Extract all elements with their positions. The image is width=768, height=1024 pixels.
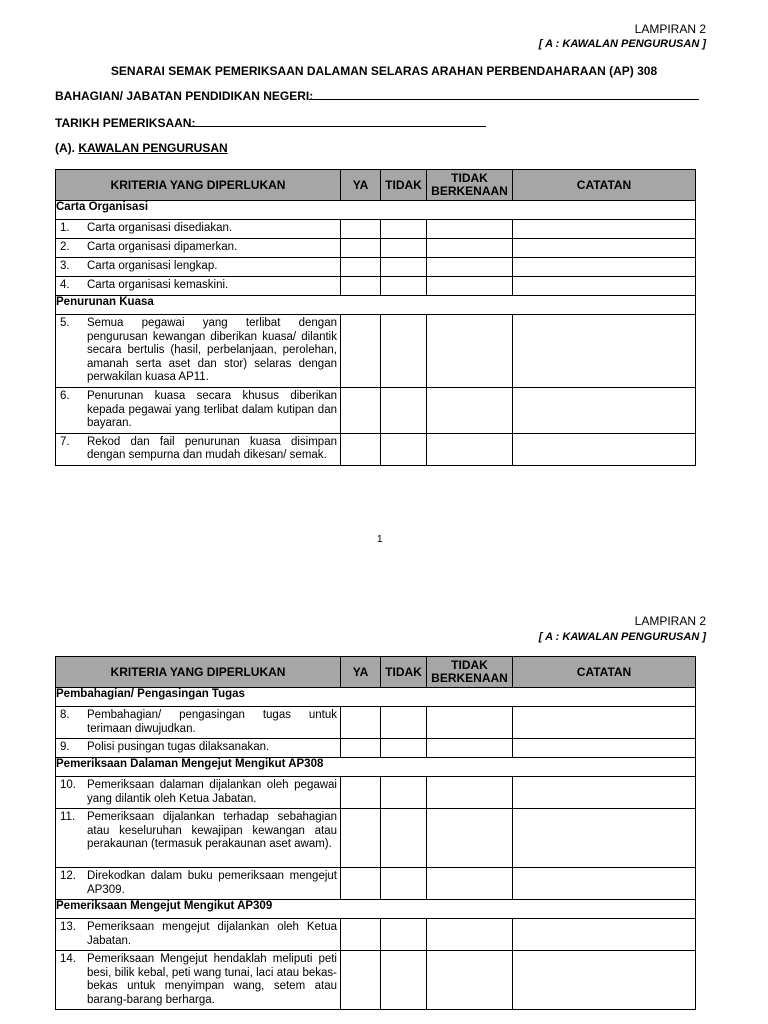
table-row <box>56 951 696 1010</box>
section-row <box>56 201 696 220</box>
item-number: 1. <box>60 222 70 234</box>
tarikh-label: TARIKH PEMERIKSAAN: <box>55 116 196 130</box>
item-number: 5. <box>60 317 70 329</box>
item-text: Pemeriksaan dijalankan terhadap sebahagian atau keseluruhan kewajipan kewangan atau perakaunan (termasuk perakaunan aset awam). <box>87 811 337 850</box>
tidak-berkenaan-cell[interactable] <box>427 258 513 277</box>
catatan-cell[interactable] <box>513 919 696 951</box>
item-number: 9. <box>60 741 70 753</box>
header-tidak: TIDAK <box>381 657 427 688</box>
tidak-cell[interactable] <box>381 739 427 758</box>
table-row <box>56 258 696 277</box>
ya-cell[interactable] <box>341 919 381 951</box>
item-number: 4. <box>60 279 70 291</box>
section-carta-organisasi: Carta Organisasi <box>56 201 696 220</box>
catatan-cell[interactable] <box>513 388 696 434</box>
catatan-cell[interactable] <box>513 258 696 277</box>
tidak-berkenaan-cell[interactable] <box>427 315 513 388</box>
tidak-cell[interactable] <box>381 777 427 809</box>
tidak-berkenaan-cell[interactable] <box>427 809 513 868</box>
item-text: Carta organisasi disediakan. <box>87 222 233 234</box>
tidak-cell[interactable] <box>381 277 427 296</box>
section-prefix: (A). <box>55 141 75 155</box>
table-row <box>56 919 696 951</box>
table-header-row <box>56 657 696 688</box>
item-text: Polisi pusingan tugas dilaksanakan. <box>87 741 270 753</box>
tidak-berkenaan-cell[interactable] <box>427 739 513 758</box>
item-number: 14. <box>60 953 76 965</box>
section-title: KAWALAN PENGURUSAN <box>78 141 228 155</box>
ya-cell[interactable] <box>341 809 381 868</box>
tidak-berkenaan-cell[interactable] <box>427 239 513 258</box>
item-text: Carta organisasi kemaskini. <box>87 279 229 291</box>
ya-cell[interactable] <box>341 277 381 296</box>
table-row <box>56 777 696 809</box>
table-row <box>56 868 696 900</box>
item-text: Direkodkan dalam buku pemeriksaan mengejut AP309. <box>87 870 337 896</box>
tidak-cell[interactable] <box>381 388 427 434</box>
catatan-cell[interactable] <box>513 777 696 809</box>
section-row <box>56 296 696 315</box>
section-pembahagian-tugas: Pembahagian/ Pengasingan Tugas <box>56 688 696 707</box>
table-row <box>56 433 696 465</box>
item-number: 3. <box>60 260 70 272</box>
item-number: 2. <box>60 241 70 253</box>
item-number: 10. <box>60 779 76 791</box>
table-row <box>56 315 696 388</box>
catatan-cell[interactable] <box>513 277 696 296</box>
section-penurunan-kuasa: Penurunan Kuasa <box>56 296 696 315</box>
ya-cell[interactable] <box>341 315 381 388</box>
catatan-cell[interactable] <box>513 707 696 739</box>
checklist-table-2 <box>55 656 696 1010</box>
tidak-berkenaan-cell[interactable] <box>427 433 513 465</box>
item-number: 12. <box>60 870 76 882</box>
ya-cell[interactable] <box>341 951 381 1010</box>
tarikh-fill-line <box>190 126 486 127</box>
catatan-cell[interactable] <box>513 220 696 239</box>
tidak-cell[interactable] <box>381 220 427 239</box>
table-row <box>56 707 696 739</box>
section-pemeriksaan-ap309: Pemeriksaan Mengejut Mengikut AP309 <box>56 900 696 919</box>
tidak-berkenaan-cell[interactable] <box>427 868 513 900</box>
ya-cell[interactable] <box>341 388 381 434</box>
bahagian-fill-line <box>309 99 699 100</box>
tidak-berkenaan-cell[interactable] <box>427 919 513 951</box>
tidak-berkenaan-cell[interactable] <box>427 777 513 809</box>
header-ya: YA <box>341 657 381 688</box>
bahagian-label: BAHAGIAN/ JABATAN PENDIDIKAN NEGERI: <box>55 89 314 103</box>
item-text: Semua pegawai yang terlibat dengan pengurusan kewangan diberikan kuasa/ dilantik secara bertulis (hasil, perbelanjaan, perolehan, amanah serta aset dan stor) selaras dengan perwakilan kuasa AP11. <box>87 317 337 383</box>
document-title: SENARAI SEMAK PEMERIKSAAN DALAMAN SELARAS ARAHAN PERBENDAHARAAN (AP) 308 <box>110 64 658 78</box>
section-heading <box>55 141 228 155</box>
ya-cell[interactable] <box>341 258 381 277</box>
tidak-cell[interactable] <box>381 868 427 900</box>
tidak-cell[interactable] <box>381 809 427 868</box>
tidak-berkenaan-cell[interactable] <box>427 707 513 739</box>
item-text: Carta organisasi lengkap. <box>87 260 218 272</box>
item-number: 11. <box>60 811 76 823</box>
catatan-cell[interactable] <box>513 239 696 258</box>
item-text: Pemeriksaan dalaman dijalankan oleh pegawai yang dilantik oleh Ketua Jabatan. <box>87 779 337 805</box>
tidak-cell[interactable] <box>381 433 427 465</box>
catatan-cell[interactable] <box>513 433 696 465</box>
tidak-cell[interactable] <box>381 258 427 277</box>
tidak-berkenaan-cell[interactable] <box>427 220 513 239</box>
item-text: Pemeriksaan Mengejut hendaklah meliputi peti besi, bilik kebal, peti wang tunai, laci atau bekas-bekas untuk menyimpan wang, setem atau barang-barang berharga. <box>87 953 337 1006</box>
lampiran-label-page2: LAMPIRAN 2 <box>634 614 706 628</box>
section-row <box>56 758 696 777</box>
header-kriteria: KRITERIA YANG DIPERLUKAN <box>56 170 341 201</box>
ya-cell[interactable] <box>341 739 381 758</box>
header-tidak-berkenaan: TIDAK BERKENAAN <box>427 170 513 201</box>
catatan-cell[interactable] <box>513 315 696 388</box>
tidak-berkenaan-cell[interactable] <box>427 277 513 296</box>
item-number: 7. <box>60 435 70 448</box>
table-row <box>56 239 696 258</box>
table-header-row <box>56 170 696 201</box>
checklist-table-1 <box>55 169 696 466</box>
ya-cell[interactable] <box>341 220 381 239</box>
tidak-berkenaan-cell[interactable] <box>427 388 513 434</box>
item-text: Rekod dan fail penurunan kuasa disimpan dengan sempurna dan mudah dikesan/ semak. <box>87 435 337 461</box>
section-row <box>56 688 696 707</box>
tidak-cell[interactable] <box>381 315 427 388</box>
catatan-cell[interactable] <box>513 951 696 1010</box>
ya-cell[interactable] <box>341 777 381 809</box>
tidak-cell[interactable] <box>381 239 427 258</box>
ya-cell[interactable] <box>341 707 381 739</box>
tidak-cell[interactable] <box>381 951 427 1010</box>
lampiran-subtitle-page2: [ A : KAWALAN PENGURUSAN ] <box>538 631 706 643</box>
section-row <box>56 900 696 919</box>
item-text: Pemeriksaan mengejut dijalankan oleh Ketua Jabatan. <box>87 921 337 947</box>
lampiran-subtitle: [ A : KAWALAN PENGURUSAN ] <box>538 38 706 50</box>
page-number: 1 <box>377 534 383 545</box>
item-number: 13. <box>60 921 76 933</box>
catatan-cell[interactable] <box>513 739 696 758</box>
tidak-cell[interactable] <box>381 919 427 951</box>
table-row <box>56 388 696 434</box>
header-tidak: TIDAK <box>381 170 427 201</box>
item-text: Penurunan kuasa secara khusus diberikan kepada pegawai yang terlibat dalam kutipan dan bayaran. <box>87 390 337 429</box>
catatan-cell[interactable] <box>513 868 696 900</box>
ya-cell[interactable] <box>341 433 381 465</box>
item-number: 6. <box>60 390 70 402</box>
item-number: 8. <box>60 709 70 721</box>
table-row <box>56 277 696 296</box>
tidak-cell[interactable] <box>381 707 427 739</box>
header-ya: YA <box>341 170 381 201</box>
item-text: Pembahagian/ pengasingan tugas untuk terimaan diwujudkan. <box>87 709 337 735</box>
item-text: Carta organisasi dipamerkan. <box>87 241 238 253</box>
header-catatan: CATATAN <box>513 170 696 201</box>
table-row <box>56 809 696 868</box>
lampiran-label: LAMPIRAN 2 <box>634 22 706 36</box>
header-catatan: CATATAN <box>513 657 696 688</box>
ya-cell[interactable] <box>341 868 381 900</box>
header-kriteria: KRITERIA YANG DIPERLUKAN <box>56 657 341 688</box>
section-pemeriksaan-ap308: Pemeriksaan Dalaman Mengejut Mengikut AP308 <box>56 758 696 777</box>
ya-cell[interactable] <box>341 239 381 258</box>
table-row <box>56 220 696 239</box>
catatan-cell[interactable] <box>513 809 696 868</box>
table-row <box>56 739 696 758</box>
header-tidak-berkenaan: TIDAK BERKENAAN <box>427 657 513 688</box>
tidak-berkenaan-cell[interactable] <box>427 951 513 1010</box>
